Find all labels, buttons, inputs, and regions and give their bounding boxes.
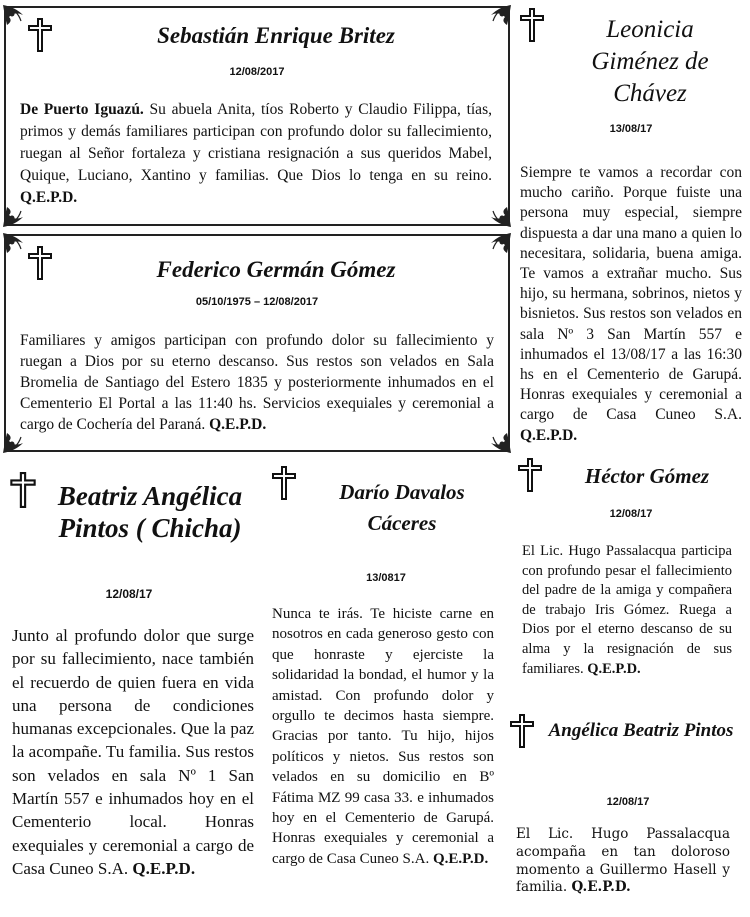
notice-text xyxy=(12,624,254,880)
notice-date: 13/08/17 xyxy=(609,123,653,135)
notice-date: 12/08/17 xyxy=(606,796,650,808)
obituary-notice xyxy=(506,706,750,917)
obituary-notice xyxy=(4,234,510,452)
deceased-name: Angélica Beatriz Pintos xyxy=(548,720,734,741)
qepd-closing: Q.E.P.D. xyxy=(587,660,641,677)
notice-body: Siempre te vamos a recordar con mucho cariño. Porque fuiste una persona muy especial, siempre dispuesta a dar una mano a quien lo necesitara, solidaria, buena amiga. Te vamos a extrañar mucho. Sus hijo, su hermana, sobrinos, nietos y bisnietos. Sus restos son velados en sala Nº 3 San Martín 557 e inhumados el 13/08/17 a las 16:30 hs en el Cementerio de Garupá. Honras exequiales y ceremonial a cargo de Casa Cuneo S.A. xyxy=(520,164,742,424)
notice-text xyxy=(520,163,742,446)
notice-date: 05/10/1975 – 12/08/2017 xyxy=(195,296,319,308)
notice-date: 12/08/17 xyxy=(609,508,653,520)
notice-body: Nunca te irás. Te hiciste carne en nosotros en cada generoso gesto con que honraste y ejerciste la solidaridad la bondad, el humor y la amistad. Con profundo dolor y orgullo te decimos hasta siempre. Gracias por tanto. Tu hijo, hijos políticos y nietos. Sus restos son velados en su domicilio en Bº Fátima MZ 99 casa 33. e inhumados hoy en el Cementerio de Garupá. Honras exequiales y ceremonial a cargo de Casa Cuneo S.A. xyxy=(272,606,494,867)
notice-body: Familiares y amigos participan con profundo dolor su fallecimiento y ruegan a Dios por su eterno descanso. Sus restos son velados en Sala Bromelia de Santiago del Estero 1835 y posteriormente inhumados en el Cementerio El Portal a las 11:40 hs. Servicios exequiales y ceremonial a cargo de Cochería del Paraná. xyxy=(20,332,494,433)
notice-date: 12/08/2017 xyxy=(229,66,285,78)
ornament-icon xyxy=(489,205,511,227)
notice-body: Su abuela Anita, tíos Roberto y Claudio Filippa, tías, primos y demás familiares participan con profundo dolor su fallecimiento, ruegan al Señor fortaleza y cristiana resignación a sus queridos Mabel, Quique, Luciano, Xantino y familias. Que Dios lo tenga en su reino. xyxy=(20,101,492,184)
qepd-closing: Q.E.P.D. xyxy=(132,858,196,878)
ornament-icon xyxy=(489,233,511,255)
cross-icon xyxy=(28,18,52,52)
cross-icon xyxy=(10,472,36,508)
qepd-closing: Q.E.P.D. xyxy=(571,879,631,896)
qepd-closing: Q.E.P.D. xyxy=(209,416,267,433)
obituary-notice xyxy=(0,462,258,917)
notice-text xyxy=(516,826,730,897)
qepd-closing: Q.E.P.D. xyxy=(20,189,78,206)
obituary-notice xyxy=(516,0,746,452)
cross-icon xyxy=(520,8,544,42)
deceased-name: Federico Germán Gómez xyxy=(156,257,396,282)
notice-text xyxy=(20,330,494,435)
cross-icon xyxy=(518,458,542,492)
obituary-notice xyxy=(4,6,510,226)
notice-lead: De Puerto Iguazú. xyxy=(20,101,144,118)
qepd-closing: Q.E.P.D. xyxy=(520,426,578,444)
notice-body: El Lic. Hugo Passalacqua acompaña en tan doloroso momento a Guillermo Hasell y familia. xyxy=(516,826,730,896)
cross-icon xyxy=(28,246,52,280)
deceased-name: Leonicia Giménez de Chávez xyxy=(591,16,709,107)
cross-icon xyxy=(510,714,534,748)
notice-text xyxy=(272,604,494,869)
obituary-notice xyxy=(516,456,746,706)
notice-date: 13/0817 xyxy=(366,572,406,584)
notice-text xyxy=(522,542,732,679)
deceased-name: Beatriz Angélica Pintos ( Chicha) xyxy=(57,481,243,543)
ornament-icon xyxy=(3,5,25,27)
ornament-icon xyxy=(489,5,511,27)
notice-date: 12/08/17 xyxy=(105,587,153,601)
notice-body: Junto al profundo dolor que surge por su fallecimiento, nace también el recuerdo de quien fuera en vida una persona de condiciones humanas excepcionales. Que la paz la acompañe. Tu familia. Sus restos son velados en sala Nº 1 San Martín 557 e inhumados hoy en el Cementerio local. Honras exequiales y ceremonial a cargo de Casa Cuneo S.A. xyxy=(12,626,254,878)
qepd-closing: Q.E.P.D. xyxy=(432,850,489,867)
deceased-name: Héctor Gómez xyxy=(584,464,710,488)
cross-icon xyxy=(272,466,296,500)
notice-body: El Lic. Hugo Passalacqua participa con profundo pesar el fallecimiento del padre de la amiga y compañera de trabajo Iris Gómez. Ruega a Dios por el eterno descanso de su alma y la resignación de sus familiares. xyxy=(522,543,732,677)
deceased-name: Sebastián Enrique Britez xyxy=(157,23,395,48)
deceased-name: Darío Davalos Cáceres xyxy=(339,480,465,535)
obituary-notice xyxy=(262,462,510,917)
notice-text xyxy=(20,99,492,209)
ornament-icon xyxy=(3,233,25,255)
